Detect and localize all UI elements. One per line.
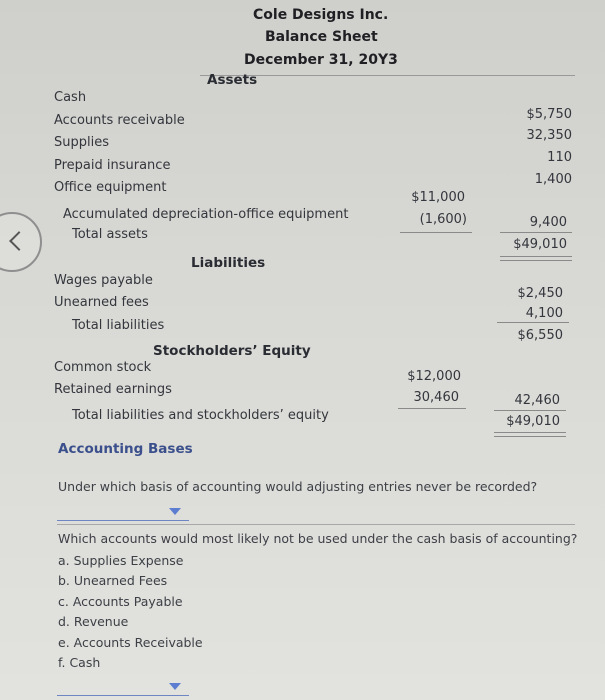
chevron-left-icon — [9, 231, 29, 251]
mid-rule — [400, 232, 472, 233]
option-c: c. Accounts Payable — [58, 594, 183, 609]
option-a: a. Supplies Expense — [58, 553, 184, 568]
total-liabilities-value: $6,550 — [517, 328, 563, 343]
unearned-fees-label: Unearned fees — [54, 295, 149, 310]
option-d: d. Revenue — [58, 614, 129, 629]
common-stock-value: $12,000 — [407, 369, 461, 384]
back-button[interactable] — [0, 212, 42, 272]
accum-depreciation-label: Accumulated depreciation-office equipment — [63, 207, 349, 222]
wages-payable-value: $2,450 — [517, 286, 563, 301]
liabilities-rule — [497, 322, 569, 323]
section-divider — [57, 524, 575, 525]
retained-earnings-value: 30,460 — [413, 390, 459, 405]
cash-label: Cash — [54, 90, 87, 105]
cash-value: $5,750 — [526, 107, 572, 122]
option-e: e. Accounts Receivable — [58, 635, 203, 650]
accounts-dropdown[interactable] — [57, 677, 189, 696]
total-liab-equity-double-rule — [494, 432, 566, 437]
company-name: Cole Designs Inc. — [253, 7, 389, 23]
statement-date: December 31, 20Y3 — [244, 52, 398, 68]
retained-earnings-label: Retained earnings — [54, 382, 172, 397]
office-equipment-label: Office equipment — [54, 180, 167, 195]
equity-total-value: 42,460 — [514, 393, 560, 408]
statement-title: Balance Sheet — [265, 29, 378, 45]
triangle-down-icon — [169, 683, 181, 690]
total-liabilities-label: Total liabilities — [72, 318, 165, 333]
question-1: Under which basis of accounting would adjusting entries never be recorded? — [58, 479, 538, 494]
wages-payable-label: Wages payable — [54, 273, 153, 288]
question-2: Which accounts would most likely not be used under the cash basis of accounting? — [58, 531, 578, 546]
office-equipment-net-value: 9,400 — [529, 215, 567, 230]
triangle-down-icon — [169, 508, 181, 515]
accounting-bases-heading: Accounting Bases — [58, 441, 193, 457]
liabilities-heading: Liabilities — [191, 255, 266, 271]
office-equipment-value: $11,000 — [411, 190, 465, 205]
accum-depreciation-value: (1,600) — [419, 212, 467, 227]
accounts-receivable-label: Accounts receivable — [54, 113, 185, 128]
total-assets-value: $49,010 — [513, 237, 567, 252]
option-f: f. Cash — [58, 655, 101, 670]
option-b: b. Unearned Fees — [58, 573, 168, 588]
equity-heading: Stockholders’ Equity — [153, 343, 311, 359]
prepaid-insurance-label: Prepaid insurance — [54, 158, 171, 173]
assets-heading: Assets — [207, 72, 258, 88]
supplies-label: Supplies — [54, 135, 109, 150]
equity-total-rule — [494, 410, 566, 411]
total-assets-label: Total assets — [72, 227, 148, 242]
common-stock-label: Common stock — [54, 360, 152, 375]
accounts-receivable-value: 32,350 — [526, 128, 572, 143]
total-liab-equity-label: Total liabilities and stockholders’ equity — [72, 408, 329, 423]
basis-dropdown[interactable] — [57, 502, 189, 521]
equity-mid-rule — [398, 408, 466, 409]
total-rule — [500, 232, 572, 233]
total-liab-equity-value: $49,010 — [506, 414, 560, 429]
supplies-value: 110 — [547, 150, 572, 165]
prepaid-insurance-value: 1,400 — [534, 172, 572, 187]
total-assets-double-rule — [500, 256, 572, 261]
unearned-fees-value: 4,100 — [525, 306, 563, 321]
